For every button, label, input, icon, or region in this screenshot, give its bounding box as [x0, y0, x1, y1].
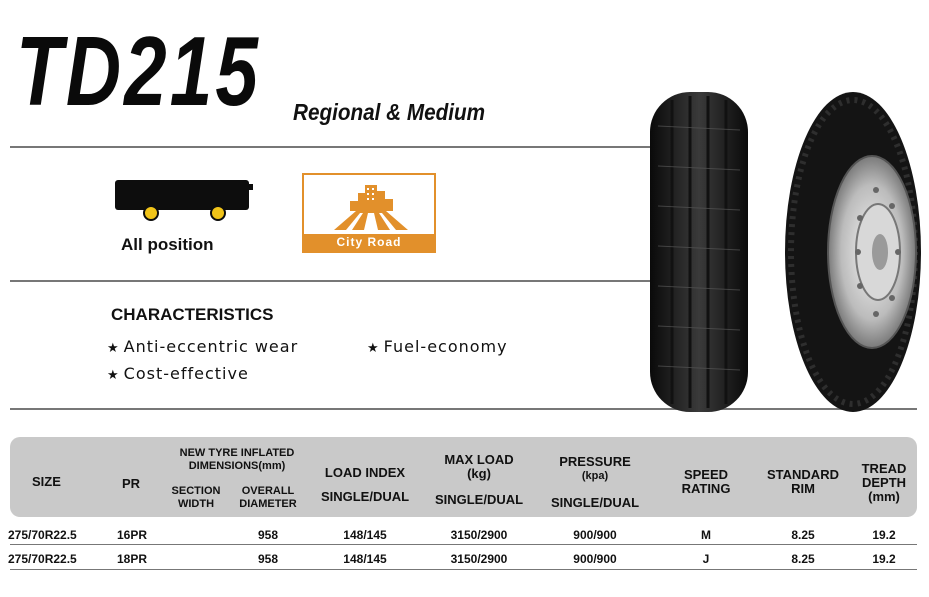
- city-road-icon: [334, 183, 408, 231]
- cell-speed: J: [702, 552, 710, 566]
- col-pressure: PRESSURE (kpa): [559, 454, 631, 482]
- star-icon: ★: [107, 368, 120, 383]
- col-section-width: SECTION WIDTH: [171, 485, 221, 510]
- col-speed-rating: SPEED RATING: [681, 467, 731, 496]
- col-standard-rim: STANDARD RIM: [767, 467, 839, 496]
- model-subtitle: Regional & Medium: [293, 99, 486, 125]
- col-pr: PR: [122, 476, 141, 491]
- divider: [10, 146, 652, 148]
- feature-item: ★ Anti-eccentric wear: [107, 337, 299, 356]
- cell-tread: 19.2: [872, 528, 896, 542]
- feature-item: ★ Fuel-economy: [367, 337, 508, 356]
- position-label: All position: [121, 235, 214, 254]
- cell-pr: 16PR: [116, 528, 148, 542]
- cell-tread: 19.2: [872, 552, 896, 566]
- divider: [10, 280, 652, 282]
- star-icon: ★: [107, 341, 120, 356]
- col-load-index-sub: SINGLE/DUAL: [320, 489, 410, 504]
- cell-pressure: 900/900: [573, 552, 617, 566]
- cell-max-load: 3150/2900: [450, 528, 508, 542]
- cell-rim: 8.25: [791, 528, 815, 542]
- city-road-badge: [302, 173, 436, 253]
- star-icon: ★: [367, 341, 380, 356]
- cell-size: 275/70R22.5: [8, 528, 77, 542]
- cell-load-index: 148/145: [343, 528, 387, 542]
- col-pressure-sub: SINGLE/DUAL: [550, 495, 640, 510]
- col-max-load-sub: SINGLE/DUAL: [434, 492, 524, 507]
- row-divider: [10, 544, 917, 545]
- row-divider: [10, 569, 917, 570]
- cell-pr: 18PR: [116, 552, 148, 566]
- tyre-image: [648, 86, 928, 416]
- cell-pressure: 900/900: [573, 528, 617, 542]
- col-size: SIZE: [32, 474, 61, 489]
- cell-load-index: 148/145: [343, 552, 387, 566]
- feature-item: ★ Cost-effective: [107, 364, 249, 383]
- col-tread-depth: TREAD DEPTH (mm): [861, 461, 907, 504]
- col-load-index: LOAD INDEX: [324, 465, 406, 480]
- col-max-load: MAX LOAD (kg): [444, 452, 514, 481]
- cell-overall-diameter: 958: [257, 528, 279, 542]
- col-overall-diameter: OVERALL DIAMETER: [239, 485, 297, 510]
- cell-overall-diameter: 958: [257, 552, 279, 566]
- cell-size: 275/70R22.5: [8, 552, 77, 566]
- cell-rim: 8.25: [791, 552, 815, 566]
- col-dimensions: NEW TYRE INFLATED DIMENSIONS(mm): [179, 447, 295, 472]
- cell-speed: M: [701, 528, 711, 542]
- city-road-label: City Road: [304, 234, 434, 251]
- model-title: TD215: [16, 16, 262, 126]
- bus-icon: [115, 176, 253, 224]
- cell-max-load: 3150/2900: [450, 552, 508, 566]
- characteristics-title: CHARACTERISTICS: [111, 305, 274, 324]
